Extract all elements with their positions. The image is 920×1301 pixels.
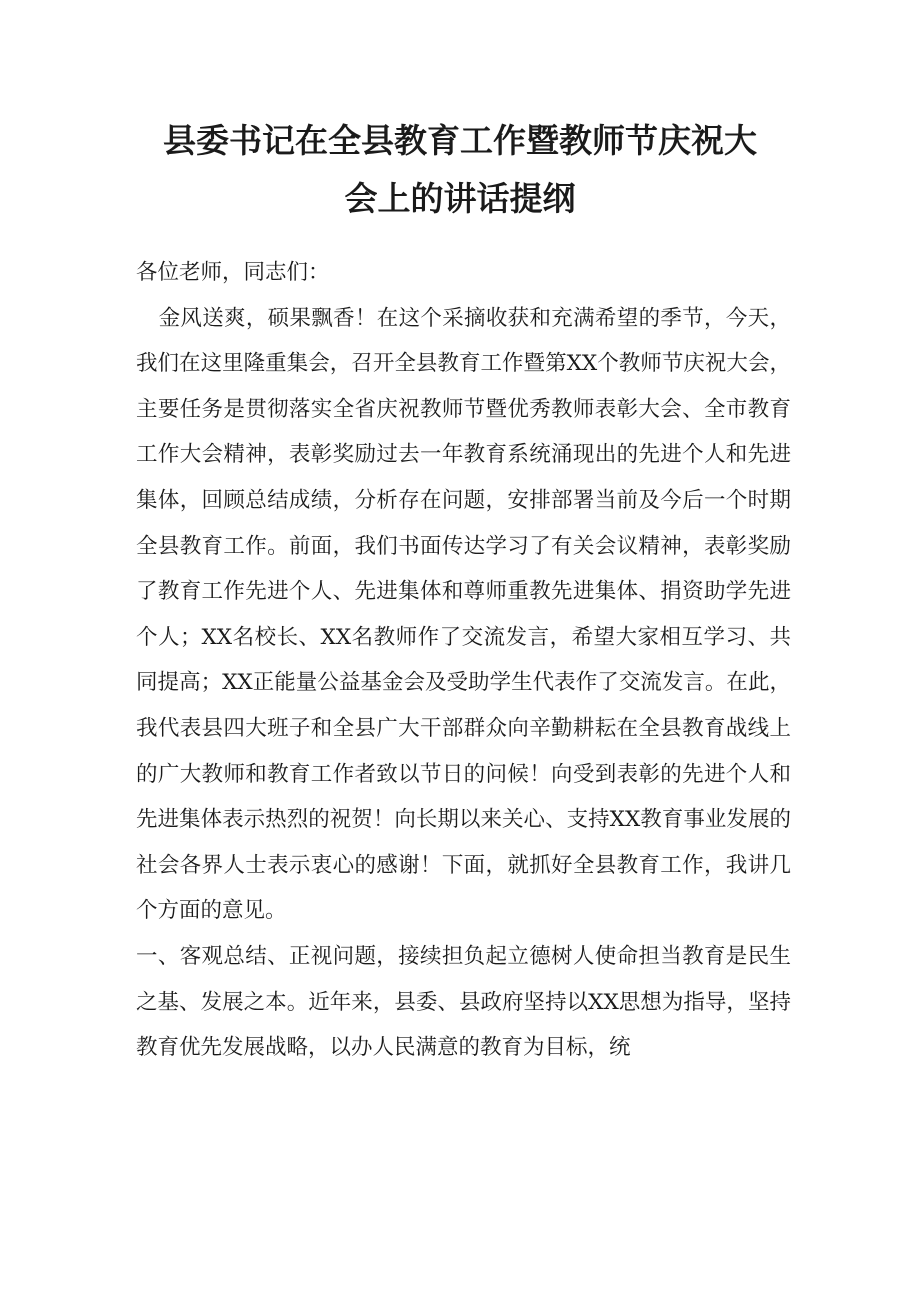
paragraph-section-one: 一、客观总结、正视问题，接续担负起立德树人使命担当教育是民生之基、发展之本。近年来，县委、县政府坚持以XX思想为指导，坚持教育优先发展战略，以办人民满意的教育为目标，统 xyxy=(136,943,791,1061)
title-line-2: 会上的讲话提纲 xyxy=(344,179,576,218)
paragraph-opening: 金风送爽，硕果飘香！在这个采摘收获和充满希望的季节，今天，我们在这里隆重集会，召开全县教育工作暨第XX个教师节庆祝大会，主要任务是贯彻落实全省庆祝教师节暨优秀教师表彰大会、全市教育工作大会精神，表彰奖励过去一年教育系统涌现出的先进个人和先进集体，回顾总结成绩，分析存在问题，安排部署当前及今后一个时期全县教育工作。前面，我们书面传达学习了有关会议精神，表彰奖励了教育工作先进个人、先进集体和尊师重教先进集体、捐资助学先进个人；XX名校长、XX名教师作了交流发言，希望大家相互学习、共同提高；XX正能量公益基金会及受助学生代表作了交流发言。在此，我代表县四大班子和全县广大干部群众向辛勤耕耘在全县教育战线上的广大教师和教育工作者致以节日的问候！向受到表彰的先进个人和先进集体表示热烈的祝贺！向长期以来关心、支持XX教育事业发展的社会各界人士表示衷心的感谢！下面，就抓好全县教育工作，我讲几个方面的意见。 xyxy=(136,305,791,924)
document-body xyxy=(136,250,791,1071)
salutation: 各位老师，同志们： xyxy=(136,260,330,285)
document-title xyxy=(120,112,800,228)
title-line-1: 县委书记在全县教育工作暨教师节庆祝大 xyxy=(163,121,757,160)
